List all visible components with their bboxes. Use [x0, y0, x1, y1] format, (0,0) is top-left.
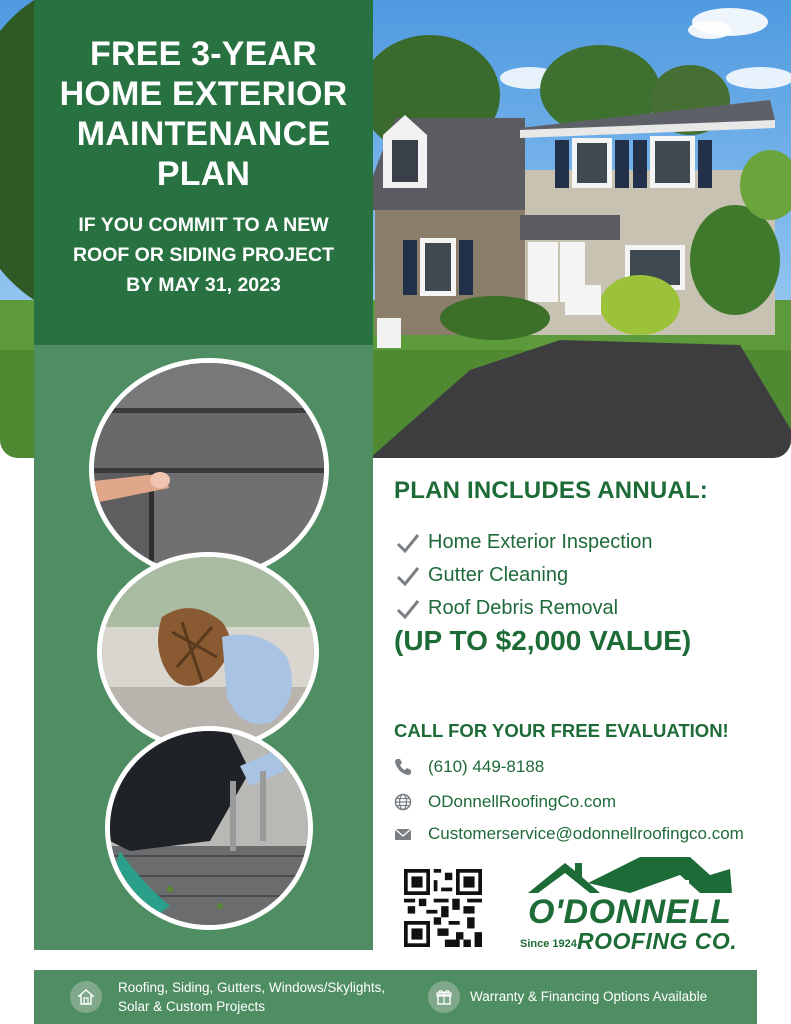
- qr-code[interactable]: [404, 869, 482, 947]
- house-icon: [78, 989, 94, 1005]
- cta-heading: CALL FOR YOUR FREE EVALUATION!: [394, 720, 729, 741]
- headline-line-1: FREE 3-YEAR: [89, 35, 318, 73]
- benefit-label: Gutter Cleaning: [428, 564, 569, 586]
- headline-line-3: MAINTENANCE: [76, 115, 331, 153]
- contact-phone[interactable]: [394, 757, 544, 777]
- subheadline-line-2: ROOF OR SIDING PROJECT: [72, 244, 335, 266]
- footer-services: [118, 978, 385, 1016]
- gutter-cleaning-photo: [97, 552, 319, 752]
- logo-since: Since 1924: [520, 938, 577, 950]
- subheadline-line-3: BY MAY 31, 2023: [126, 274, 281, 296]
- logo-company-name: O'DONNELL: [528, 893, 732, 931]
- contact-email[interactable]: [394, 824, 744, 844]
- benefit-label: Roof Debris Removal: [428, 597, 619, 619]
- footer-services-line-1: Roofing, Siding, Gutters, Windows/Skylights,: [118, 980, 386, 995]
- plan-benefits-list: [396, 526, 653, 625]
- headline-box: [34, 0, 373, 345]
- gift-icon-badge: [428, 981, 460, 1013]
- gift-icon: [436, 989, 452, 1005]
- phone-icon: [394, 758, 412, 776]
- footer-bar: [34, 970, 757, 1024]
- subheadline-line-1: IF YOU COMMIT TO A NEW: [78, 214, 329, 236]
- contact-website[interactable]: [394, 792, 616, 812]
- shingle-inspection-photo: [89, 358, 329, 580]
- subheadline: [34, 210, 373, 300]
- headline: [34, 34, 373, 194]
- globe-icon: [394, 793, 412, 811]
- roof-debris-removal-photo: [105, 726, 313, 930]
- checkmark-icon: [396, 599, 420, 619]
- headline-line-2: HOME EXTERIOR: [59, 75, 348, 113]
- headline-line-4: PLAN: [156, 155, 251, 193]
- phone-number: (610) 449-8188: [428, 757, 545, 776]
- benefit-item: [396, 526, 653, 559]
- footer-services-line-2: Solar & Custom Projects: [118, 999, 266, 1014]
- plan-value: (UP TO $2,000 VALUE): [394, 625, 692, 656]
- checkmark-icon: [396, 566, 420, 586]
- logo-roofing-co: ROOFING CO.: [577, 928, 738, 954]
- checkmark-icon: [396, 533, 420, 553]
- plan-includes-heading: PLAN INCLUDES ANNUAL:: [394, 477, 708, 504]
- email-link: Customerservice@odonnellroofingco.com: [428, 824, 744, 843]
- benefit-item: [396, 592, 653, 625]
- website-link: ODonnellRoofingCo.com: [428, 792, 617, 811]
- benefit-item: [396, 559, 653, 592]
- footer-warranty: Warranty & Financing Options Available: [470, 989, 708, 1004]
- house-icon-badge: [70, 981, 102, 1013]
- envelope-icon: [394, 825, 412, 843]
- benefit-label: Home Exterior Inspection: [428, 531, 653, 553]
